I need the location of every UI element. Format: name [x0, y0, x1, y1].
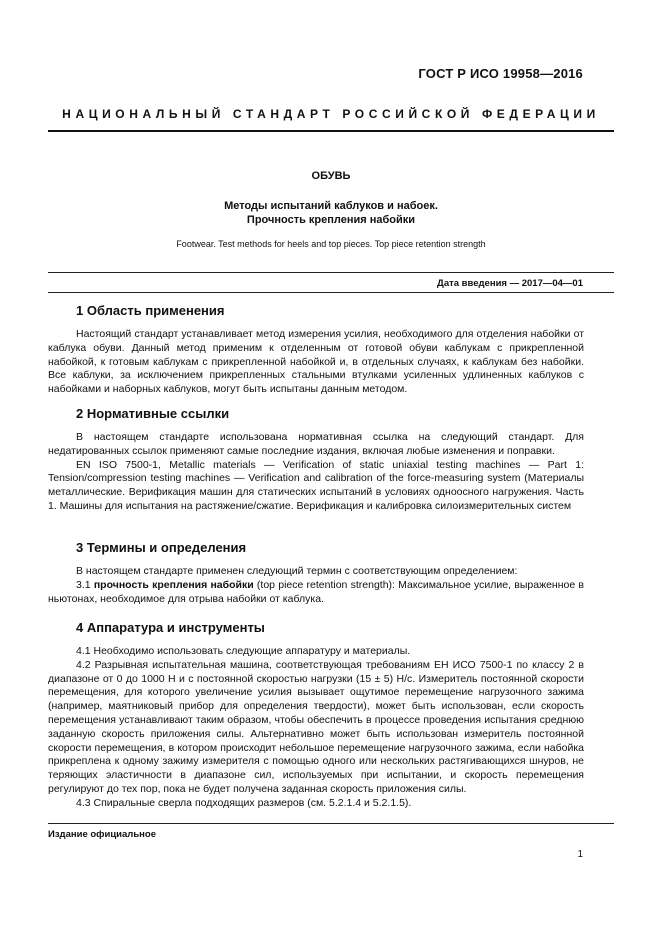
definition-text: (top piece retention strength): Максимальное усилие, выраженное в ньютонах, необходимое для отрыва набойки от каблука.	[48, 578, 584, 605]
definition-paragraph	[48, 579, 584, 607]
paragraph: Настоящий стандарт устанавливает метод измерения усилия, необходимого для отделения набойки от каблука обуви. Данный метод применим к отделенным от готовой обуви каблукам с прикрепленной набойкой, к готовым каблукам с прикрепленной набойкой и, в отдельных случаях, к каблукам без набойки. Все каблуки, за исключением прикрепленных стальными втулками усиленных удлиненных каблуков с набойками и наборных каблуков, могут быть испытаны данным методом.	[48, 328, 584, 396]
document-subtitle	[48, 199, 614, 227]
subtitle-line-1: Методы испытаний каблуков и набоек.	[224, 200, 438, 212]
section-heading: 2 Нормативные ссылки	[76, 406, 230, 421]
section-2	[48, 406, 584, 514]
section-heading: 3 Термины и определения	[76, 540, 247, 555]
clause-number: 3.1	[76, 578, 91, 591]
official-edition-label: Издание официальное	[48, 829, 156, 840]
page-number: 1	[577, 849, 583, 860]
paragraph: 4.3 Спиральные сверла подходящих размеров (см. 5.2.1.4 и 5.2.1.5).	[76, 796, 412, 809]
header-divider	[48, 130, 614, 132]
paragraph: 4.2 Разрывная испытательная машина, соответствующая требованиям ЕН ИСО 7500-1 по классу 2 в диапазоне от 0 до 1000 Н и с постоянной скоростью нагрузки (15 ± 5) Н/с. Измеритель постоянной скорости перемещения, для которого увеличение усилия вызывает ощутимое перемещение нагрузочного зажима (например, маятниковый прибор для определения твердости), может быть использован, если скорость перемещения устанавливают таким образом, чтобы обеспечить в процессе проведения испытания среднюю заданную скорость приложения силы. Альтернативно может быть использован измеритель постоянной скорости перемещения, в котором происходит небольшое перемещение нагрузочного зажима, если набойка прикреплена к одному зажиму измерителя с помощью одного или нескольких растягивающихся шнуров, не теряющих эластичности в диапазоне сил, используемых при испытании, и скорость перемещения регулируют до тех пор, пока не будет получена заданная скорость приложения силы.	[48, 658, 584, 795]
paragraph: EN ISO 7500-1, Metallic materials — Verification of static uniaxial testing machines — Part 1: Tension/compression testing machines — Verification and calibration of the force-measuring system (Материалы металлические. Верификация машин для статических испытаний в условиях одноосного нагружения. Часть 1. Машины для испытания на растяжение/сжатие. Верификация и калибровка силоизмерительных систем	[48, 458, 584, 512]
subtitle-line-2: Прочность крепления набойки	[246, 214, 416, 226]
defined-term: прочность крепления набойки	[93, 578, 254, 591]
date-divider-top	[48, 272, 614, 273]
section-heading: 4 Аппаратура и инструменты	[76, 620, 265, 635]
section-heading: 1 Область применения	[76, 303, 225, 318]
paragraph: В настоящем стандарте применен следующий термин с соответствующим определением:	[76, 565, 518, 577]
english-title: Footwear. Test methods for heels and top pieces. Top piece retention strength	[176, 239, 486, 249]
standard-number: ГОСТ Р ИСО 19958—2016	[418, 66, 583, 81]
national-standard-banner: НАЦИОНАЛЬНЫЙ СТАНДАРТ РОССИЙСКОЙ ФЕДЕРАЦИИ	[62, 107, 600, 121]
introduction-date: Дата введения — 2017—04—01	[437, 278, 583, 289]
paragraph: В настоящем стандарте использована нормативная ссылка на следующий стандарт. Для недатированных ссылок применяют самые последние издания, включая любые изменения и поправки.	[48, 431, 584, 457]
paragraph: 4.1 Необходимо использовать следующие аппаратуру и материалы.	[76, 645, 411, 657]
section-3	[48, 540, 584, 606]
footer-divider	[48, 823, 614, 824]
section-1	[48, 303, 584, 397]
section-4	[48, 620, 584, 811]
date-divider-bottom	[48, 292, 614, 293]
document-title: ОБУВЬ	[311, 170, 351, 182]
